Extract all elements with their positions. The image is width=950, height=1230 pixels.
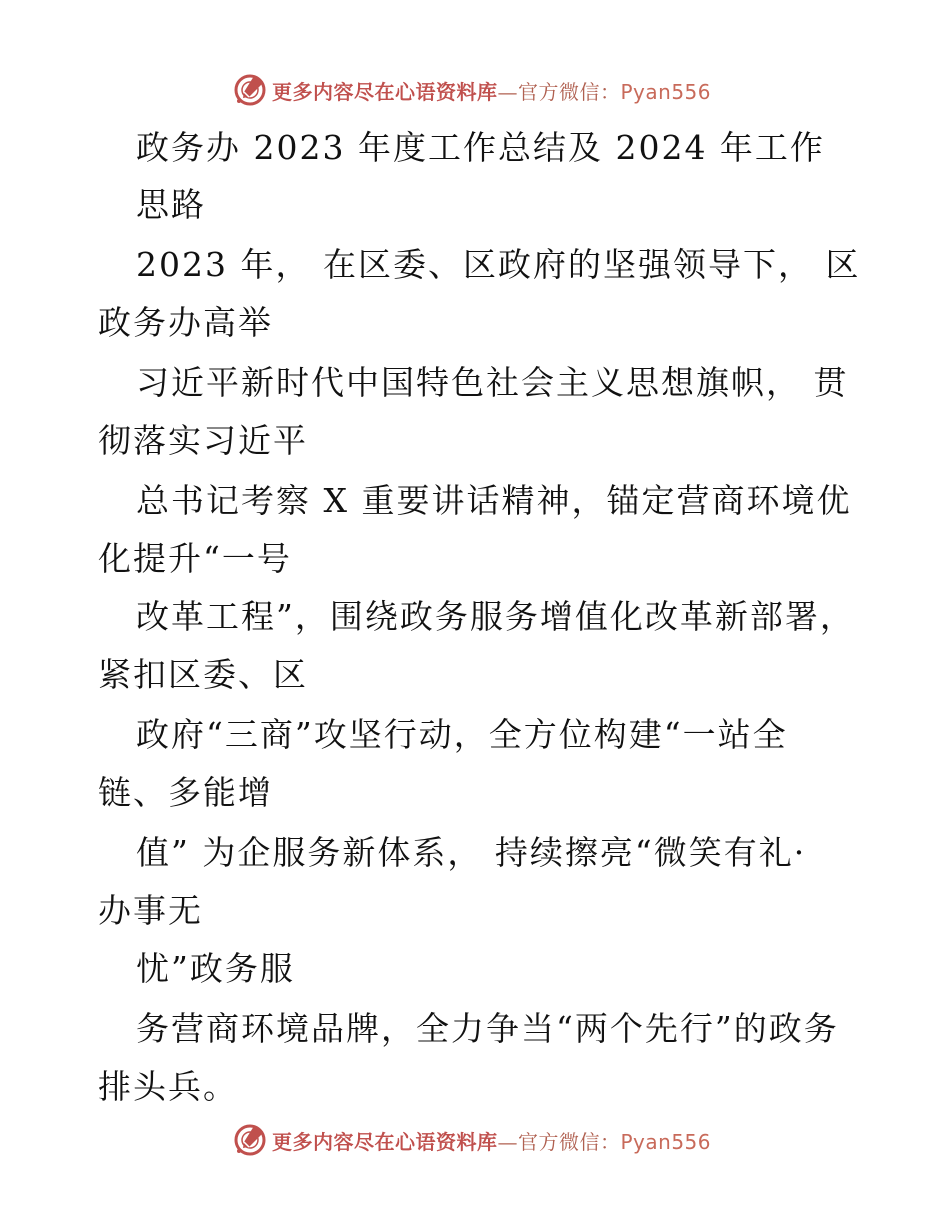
body-line: 习近平新时代中国特色社会主义思想旗帜， 贯 bbox=[136, 363, 849, 402]
footer-watermark bbox=[232, 1120, 752, 1160]
header-watermark bbox=[232, 70, 752, 110]
body-line: 政务办高举 bbox=[98, 303, 273, 342]
body-line: 值” 为企服务新体系， 持续擦亮“微笑有礼· bbox=[136, 833, 807, 872]
watermark-wechat-id: Pyan556 bbox=[620, 79, 712, 104]
watermark-wechat-label: 官方微信： bbox=[518, 1129, 621, 1154]
watermark-text bbox=[272, 1126, 711, 1155]
body-line: 改革工程”，围绕政务服务增值化改革新部署， bbox=[136, 597, 855, 636]
body-line: 忧”政务服 bbox=[136, 949, 295, 988]
watermark-wechat-label: 官方微信： bbox=[518, 79, 621, 104]
body-line: 排头兵。 bbox=[98, 1067, 238, 1106]
watermark-text bbox=[272, 76, 711, 105]
pen-seal-icon bbox=[232, 72, 268, 108]
watermark-site: 更多内容尽在心语资料库 bbox=[272, 1129, 498, 1154]
watermark-dash: — bbox=[497, 79, 518, 104]
pen-seal-icon bbox=[232, 1122, 268, 1158]
title-line-1: 政务办 2023 年度工作总结及 2024 年工作 bbox=[136, 128, 825, 167]
body-line: 2023 年， 在区委、区政府的坚强领导下， 区 bbox=[136, 245, 861, 284]
body-line: 总书记考察 X 重要讲话精神，锚定营商环境优 bbox=[136, 481, 852, 520]
watermark-dash: — bbox=[497, 1129, 518, 1154]
body-line: 化提升“一号 bbox=[98, 539, 292, 578]
watermark-site: 更多内容尽在心语资料库 bbox=[272, 79, 498, 104]
body-line: 政府“三商”攻坚行动，全方位构建“一站全 bbox=[136, 715, 788, 754]
watermark-wechat-id: Pyan556 bbox=[620, 1129, 712, 1154]
body-line: 务营商环境品牌，全力争当“两个先行”的政务 bbox=[136, 1009, 839, 1048]
body-line: 办事无 bbox=[98, 891, 203, 930]
body-line: 链、多能增 bbox=[98, 773, 273, 812]
body-line: 紧扣区委、区 bbox=[98, 655, 308, 694]
title-line-2: 思路 bbox=[136, 185, 206, 224]
body-line: 彻落实习近平 bbox=[98, 421, 308, 460]
